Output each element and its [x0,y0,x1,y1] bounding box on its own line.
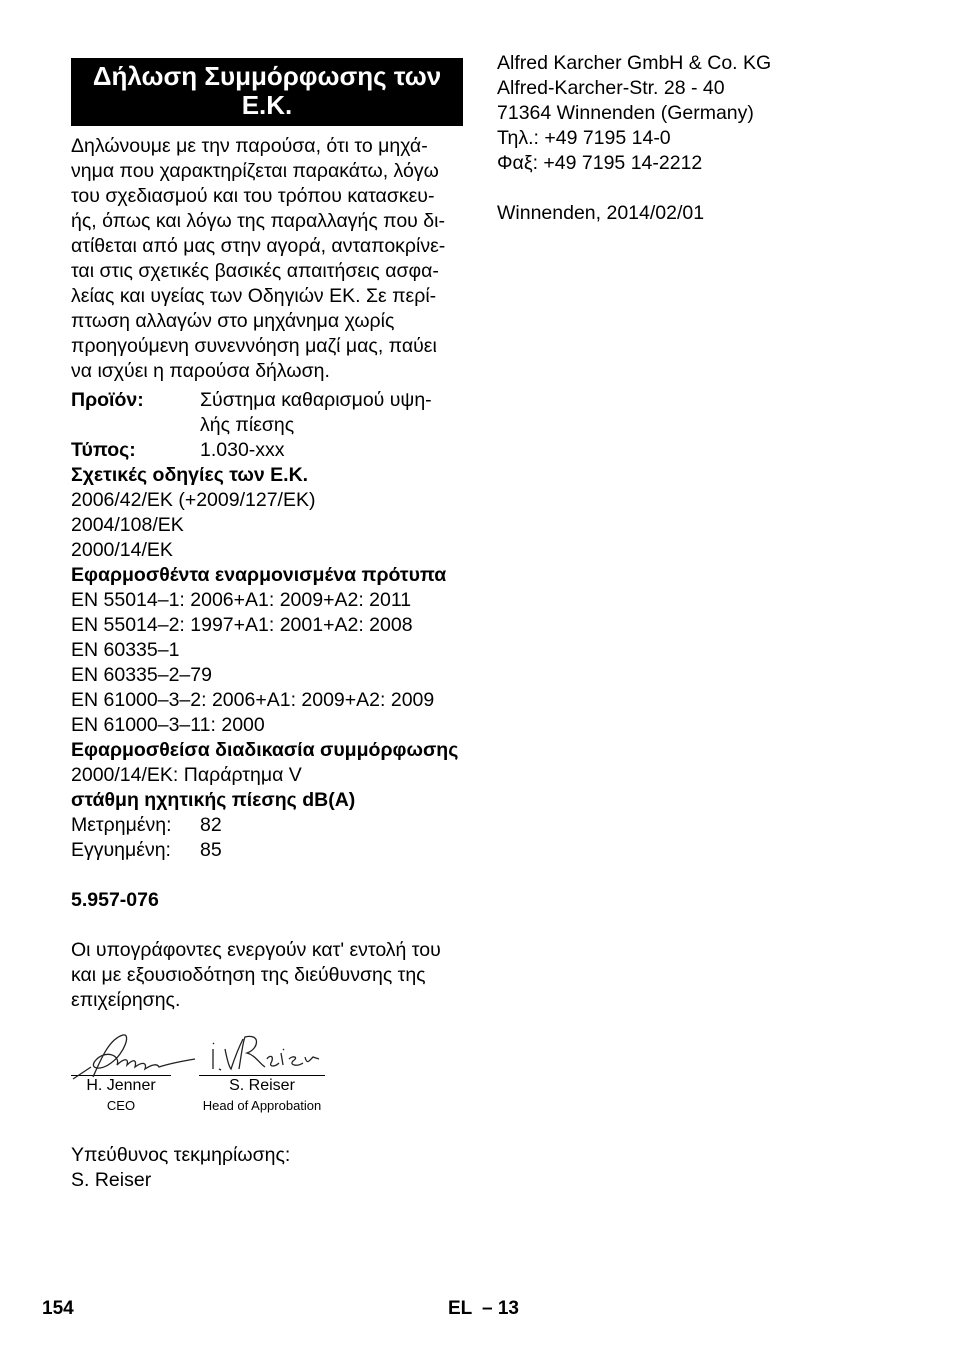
standard-item: EN 55014–1: 2006+A1: 2009+A2: 2011 [71,589,412,611]
standard-item: EN 61000–3–11: 2000 [71,714,265,736]
procedure-heading: Εφαρμοσθείσα διαδικασία συμμόρφωσης [71,739,459,761]
documentation-label: Υπεύθυνος τεκμηρίωσης: [71,1144,291,1166]
product-label: Προϊόν: [71,389,144,411]
signatories-paragraph: Οι υπογράφοντες ενεργούν κατ' εντολή του και με εξουσιοδότηση της διεύθυνσης της επιχείρησης. [71,939,441,1011]
company-line: Φαξ: +49 7195 14-2212 [497,152,703,174]
sound-heading: στάθμη ηχητικής πίεσης dB(A) [71,789,356,811]
company-line: 71364 Winnenden (Germany) [497,102,754,124]
signatures [71,1029,463,1129]
company-line: Alfred-Karcher-Str. 28 - 40 [497,77,725,99]
measured-value: 82 [200,814,222,836]
part-number: 5.957-076 [71,889,159,911]
standards-heading: Εφαρμοσθέντα εναρμονισμένα πρότυπα [71,564,447,586]
standard-item: EN 60335–1 [71,639,180,661]
company-line: Alfred Karcher GmbH & Co. KG [497,52,772,74]
procedure-value: 2000/14/ΕΚ: Παράρτημα V [71,764,302,786]
measured-label: Μετρημένη: [71,814,172,836]
intro-paragraph: Δηλώνουμε με την παρούσα, ότι το μηχά- νημα που χαρακτηρίζεται παρακάτω, λόγω του σχεδιασμού και του τρόπου κατασκευ- ής, όπως και λόγω της παραλλαγής που δι- ατίθεται από μας στην αγορά, ανταποκρίνε- ται στις σχετικές βασικές απαιτήσεις ασφα- λείας και υγείας των Οδηγιών ΕΚ. Σε περί- πτωση αλλαγών στο μηχάνημα χωρίς προηγούμενη συνεννόηση μαζί μας, παύει να ισχύει η παρούσα δήλωση. [71,135,446,382]
footer-lang: EL [448,1298,473,1319]
directive-item: 2004/108/ΕΚ [71,514,184,536]
left-column [71,58,463,1193]
handwritten-signature-jenner [71,1029,201,1081]
signature-role: Head of Approbation [202,1098,322,1113]
directive-item: 2000/14/ΕΚ [71,539,173,561]
handwritten-signature-reiser [199,1029,325,1081]
product-row [71,388,463,438]
standard-item: EN 55014–2: 1997+A1: 2001+A2: 2008 [71,614,413,636]
signature-name: S. Reiser [199,1075,325,1095]
page-title: Δήλωση Συμμόρφωσης των Ε.Κ. [71,58,463,126]
standard-item: EN 61000–3–2: 2006+A1: 2009+A2: 2009 [71,689,435,711]
guaranteed-label: Εγγυημένη: [71,839,171,861]
signature-jenner [71,1029,171,1115]
type-label: Τύπος: [71,439,136,461]
guaranteed-value: 85 [200,839,222,861]
type-value: 1.030-xxx [200,439,285,461]
footer-section: – 13 [482,1298,519,1319]
type-row [71,438,463,463]
signature-reiser [199,1029,325,1115]
guaranteed-row [71,838,463,863]
product-value: Σύστημα καθαρισμού υψη- λής πίεσης [200,389,432,436]
directives-heading: Σχετικές οδηγίες των Ε.Κ. [71,464,309,486]
signature-name: H. Jenner [71,1075,171,1095]
page-number: 154 [42,1298,74,1319]
documentation-name: S. Reiser [71,1169,152,1191]
company-line: Τηλ.: +49 7195 14-0 [497,127,671,149]
signature-role: CEO [106,1098,136,1113]
measured-row [71,813,463,838]
company-block [497,51,917,226]
place-date: Winnenden, 2014/02/01 [497,202,705,224]
directive-item: 2006/42/ΕΚ (+2009/127/ΕΚ) [71,489,316,511]
standard-item: EN 60335–2–79 [71,664,212,686]
